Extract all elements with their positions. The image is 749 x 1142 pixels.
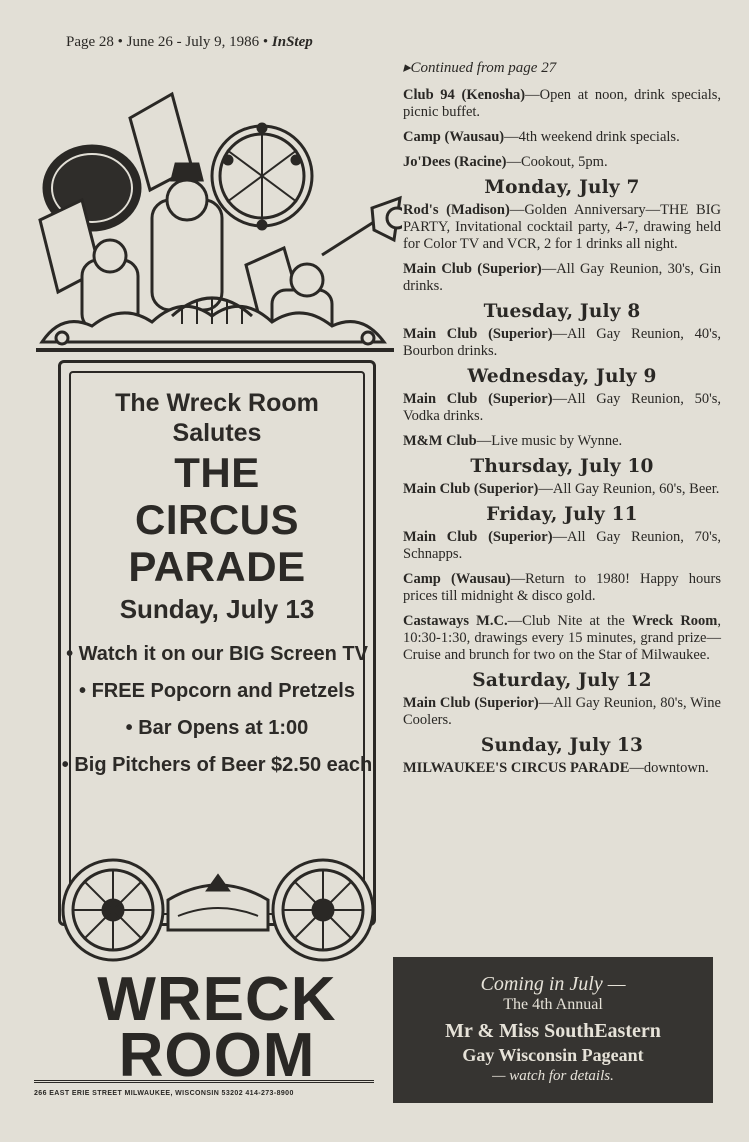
logo-line-1: WRECK	[97, 965, 337, 1034]
listing-entry	[403, 261, 721, 295]
listing-entry	[403, 571, 721, 605]
listing-text: —Live music by Wynne.	[476, 433, 623, 449]
ad-big-2: CIRCUS	[134, 496, 299, 543]
venue-name: Club 94 (Kenosha)	[403, 87, 526, 103]
ad-bullet: • Watch it on our BIG Screen TV	[58, 641, 376, 668]
ad-bullet: • Bar Opens at 1:00	[58, 715, 376, 742]
ad-big-1: THE	[174, 449, 260, 496]
listing-entry	[403, 154, 721, 171]
day-heading: Sunday, July 13	[480, 735, 644, 756]
venue-name: Castaways M.C.	[403, 613, 508, 629]
listing-entry	[403, 695, 721, 729]
listing-text: —All Gay Reunion, 70's, Schnapps.	[403, 529, 722, 562]
ad-address: 266 EAST ERIE STREET MILWAUKEE, WISCONSIN 53202 414-273-8900	[34, 1090, 294, 1097]
venue-name: M&M Club	[403, 433, 477, 449]
listing-entry	[403, 481, 721, 498]
wheel-icon	[63, 860, 163, 960]
logo-line-2: ROOM	[118, 1021, 316, 1090]
listing-text: —downtown.	[629, 760, 709, 776]
day-heading: Saturday, July 12	[472, 670, 652, 691]
promo-line-1: Coming in July —	[480, 973, 626, 995]
ad-line-1: The Wreck Room	[115, 389, 319, 417]
listing-entry	[403, 529, 721, 563]
listing-text: —All Gay Reunion, 60's, Beer.	[538, 481, 720, 497]
wreck-room-logo	[52, 965, 382, 1090]
listing-text: —All Gay Reunion, 50's, Vodka drinks.	[403, 391, 722, 424]
venue-name: MILWAUKEE'S CIRCUS PARADE	[403, 760, 630, 776]
continued-text: Continued from page 27	[410, 60, 557, 76]
listing-entry	[403, 202, 721, 253]
ad-bullet: • Big Pitchers of Beer $2.50 each	[58, 752, 376, 779]
trumpet-icon	[322, 198, 402, 255]
listing-entry	[403, 391, 721, 425]
day-heading: Wednesday, July 9	[467, 366, 657, 387]
venue-name: Main Club (Superior)	[403, 695, 539, 711]
listing-text: —Open at noon, drink specials, picnic buffet.	[403, 87, 721, 120]
listing-text: —All Gay Reunion, 30's, Gin drinks.	[403, 261, 721, 294]
wagon-base-ornament	[168, 876, 268, 930]
listing-text: —Return to 1980! Happy hours prices till midnight & disco gold.	[403, 571, 721, 604]
listing-entry	[403, 433, 721, 450]
venue-name: Main Club (Superior)	[403, 261, 542, 277]
venue-name: Rod's (Madison)	[403, 202, 510, 218]
venue-name: Main Club (Superior)	[403, 326, 553, 342]
ad-date: Sunday, July 13	[119, 594, 315, 624]
event-listings	[403, 60, 721, 785]
venue-name: Main Club (Superior)	[403, 391, 553, 407]
promo-line-5: — watch for details.	[492, 1068, 614, 1084]
listing-entry	[403, 613, 721, 664]
address-rule	[34, 1080, 374, 1083]
bass-drum-icon	[212, 124, 312, 229]
ad-bullet: • FREE Popcorn and Pretzels	[58, 678, 376, 705]
ad-big-3: PARADE	[128, 543, 306, 590]
venue-name: Jo'Dees (Racine)	[403, 154, 507, 170]
venue-name: Camp (Wausau)	[403, 571, 511, 587]
venue-name: Camp (Wausau)	[403, 129, 505, 145]
wagon-wheels-illustration	[58, 850, 378, 970]
listing-text: —Golden Anniversary—THE BIG PARTY, Invitational cocktail party, 4-7, drawing held for Color TV and VCR, 2 for 1 drinks all night.	[403, 202, 721, 252]
listing-text: —Club Nite at the	[507, 613, 632, 629]
venue-name: Main Club (Superior)	[403, 481, 539, 497]
page-header	[66, 34, 313, 51]
circus-band-illustration	[22, 80, 402, 360]
ad-line-2: Salutes	[172, 419, 262, 447]
ad-text	[58, 388, 376, 789]
wreck-room-ad	[22, 80, 402, 1110]
wheel-icon	[273, 860, 373, 960]
page-header-text: Page 28 • June 26 - July 9, 1986 •	[66, 34, 272, 50]
listing-text: —4th weekend drink specials.	[504, 129, 680, 145]
listing-entry	[403, 760, 721, 777]
venue-name: Wreck Room	[631, 613, 718, 629]
day-heading: Tuesday, July 8	[483, 301, 641, 322]
listing-text: , 10:30-1:30, drawings every 15 minutes, grand prize—Cruise and brunch for two on the Star of Milwaukee.	[403, 613, 721, 663]
promo-line-2: The 4th Annual	[503, 996, 603, 1013]
listing-entry	[403, 129, 721, 146]
ad-bullet-list	[58, 641, 376, 779]
day-heading: Thursday, July 10	[470, 456, 654, 477]
venue-name: Main Club (Superior)	[403, 529, 553, 545]
listing-entry	[403, 87, 721, 121]
listing-text: —Cookout, 5pm.	[506, 154, 608, 170]
continued-note: ▸Continued from page 27	[403, 60, 557, 76]
day-heading: Friday, July 11	[486, 504, 638, 525]
publication-name: InStep	[271, 34, 313, 50]
listing-text: —All Gay Reunion, 80's, Wine Coolers.	[403, 695, 721, 728]
pageant-promo-box	[393, 957, 713, 1103]
listing-text: —All Gay Reunion, 40's, Bourbon drinks.	[403, 326, 722, 359]
day-heading: Monday, July 7	[484, 177, 640, 198]
promo-line-3: Mr & Miss SouthEastern	[445, 1020, 661, 1042]
listing-entry	[403, 326, 721, 360]
promo-line-4: Gay Wisconsin Pageant	[462, 1045, 644, 1065]
